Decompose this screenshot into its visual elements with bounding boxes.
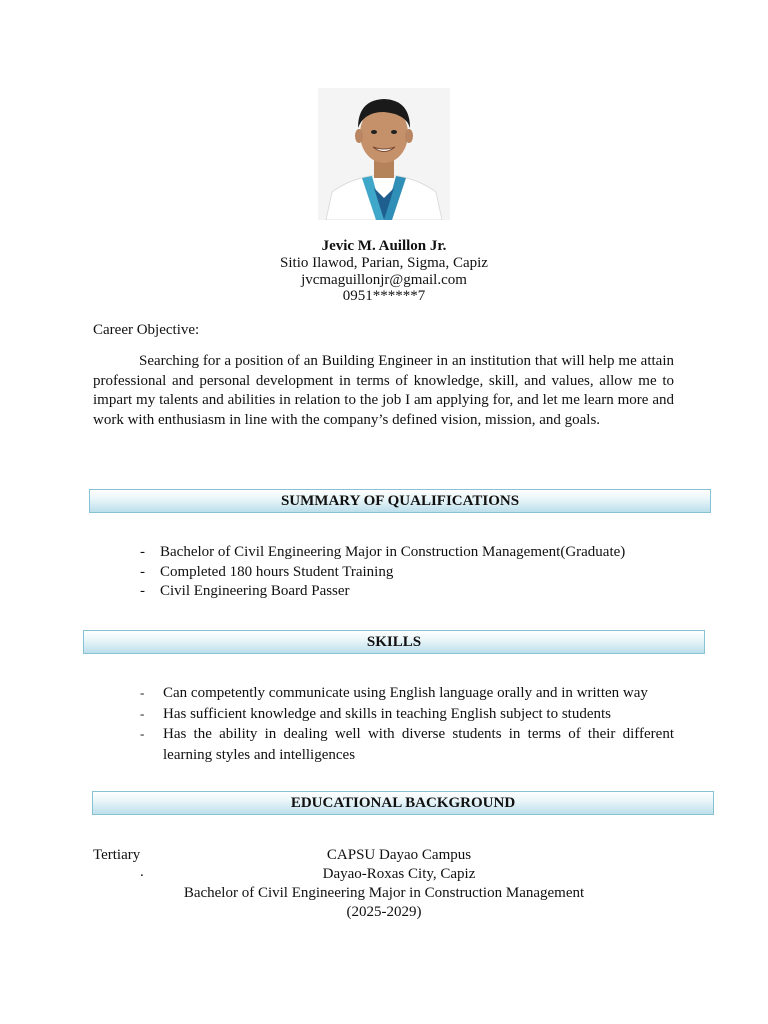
bullet-dash: - [140,583,145,599]
profile-photo [318,88,450,220]
qualifications-list [140,543,700,602]
career-objective-text: Searching for a position of an Building Engineer in an institution that will help me attain professional and personal development in terms of knowledge, skill, and values, allow me to impart my talents and abilities in relation to the job I am applying for, and let me learn more and work with enthusiasm in line with the company’s defined vision, mission, and goals. [93,353,674,428]
qualifications-section-header: SUMMARY OF QUALIFICATIONS [89,489,711,513]
list-item [140,563,700,583]
applicant-name: Jevic M. Auillon Jr. [321,238,447,254]
qualification-text: Completed 180 hours Student Training [160,563,394,580]
skills-list [140,683,674,765]
list-item [140,582,700,602]
applicant-address: Sitio Ilawod, Parian, Sigma, Capiz [280,255,488,271]
bullet-dash: - [140,544,145,560]
skill-text: Has sufficient knowledge and skills in teaching English subject to students [163,705,611,722]
list-item [140,543,700,563]
portrait-image [318,88,450,220]
list-item [140,683,674,704]
education-level: Tertiary [93,847,141,863]
applicant-email: jvcmaguillonjr@gmail.com [301,272,467,288]
qualification-text: Bachelor of Civil Engineering Major in Construction Management(Graduate) [160,544,626,560]
skill-text: Has the ability in dealing well with diverse students in terms of their different learning styles and intelligences [163,726,674,763]
career-objective-label: Career Objective: [93,322,200,338]
list-item [140,704,674,725]
education-section-header: EDUCATIONAL BACKGROUND [92,791,714,815]
education-years: (2025-2029) [346,904,422,920]
bullet-dash: - [140,685,145,700]
qualification-text: Civil Engineering Board Passer [160,583,350,599]
education-degree: Bachelor of Civil Engineering Major in Construction Management [183,885,585,901]
education-school: CAPSU Dayao Campus [326,847,472,863]
bullet-dash: - [140,705,145,721]
skills-section-header: SKILLS [83,630,705,654]
skill-text: Can competently communicate using English language orally and in written way [163,685,648,701]
bullet-dash: - [140,563,145,580]
bullet-dash: - [140,726,145,741]
education-dot: . [140,864,144,880]
education-location: Dayao-Roxas City, Capiz [322,866,476,882]
list-item [140,724,674,765]
applicant-phone: 0951******7 [342,288,426,304]
